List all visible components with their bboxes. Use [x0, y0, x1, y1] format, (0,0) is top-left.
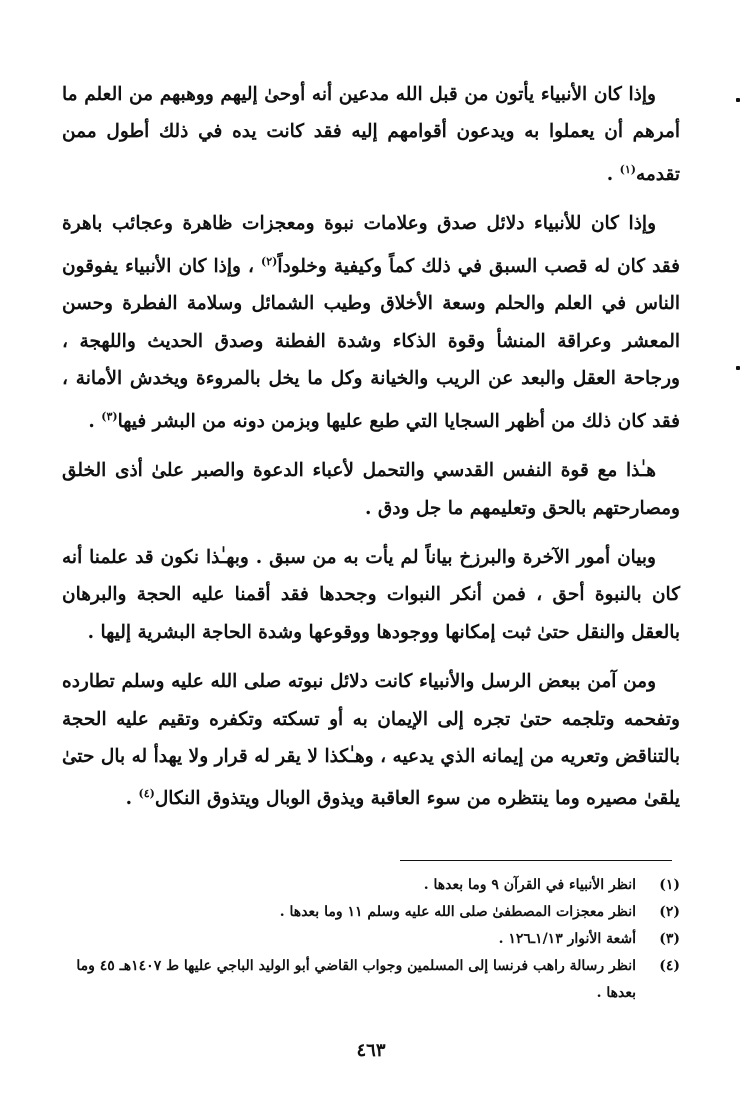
- margin-mark-top: [736, 98, 740, 102]
- footnote-4: (٤) انظر رسالة راهب فرنسا إلى المسلمين وجواب القاضي أبو الوليد الباجي عليها ط ١٤٠٧هـ ٤٥ وما بعدها .: [76, 958, 680, 1001]
- margin-mark-middle: [736, 366, 740, 370]
- page-number: ٤٦٣: [356, 1040, 386, 1061]
- paragraph-5: ومن آمن ببعض الرسل والأنبياء كانت دلائل نبوته صلى الله عليه وسلم تطارده وتفحمه وتلجمه حتىٰ تجره إلى الإيمان به أو تسكته وتكفره وتقيم عليه الحجة بالتناقض وتعريه من إيمانه الذي يدعيه ، وهـٰكذا لا يقر له قرار ولا يهدأ له بال حتىٰ يلقىٰ مصيره وما ينتظره من سوء العاقبة ويذوق الوبال ويتذوق النكال$^{(٤)}$ .: [62, 671, 680, 810]
- footnote-ref-2[interactable]: (٢): [261, 254, 278, 268]
- footnotes: [62, 872, 680, 1007]
- paragraph-4: وبيان أمور الآخرة والبرزخ بياناً لم يأت به من سبق . وبهـٰذا نكون قد علمنا أنه كان بالنبوة أحق ، فمن أنكر النبوات وجحدها فقد أقمنا عليه الحجة والبرهان بالعقل والنقل حتىٰ ثبت إمكانها ووجودها ووقوعها وشدة الحاجة البشرية إليها .: [62, 546, 680, 643]
- paragraph-3: هـٰذا مع قوة النفس القدسي والتحمل لأعباء الدعوة والصبر علىٰ أذى الخلق ومصارحتهم بالحق وتعليمهم ما جل ودق .: [62, 460, 680, 519]
- footnote-ref-4[interactable]: (٤): [138, 787, 155, 801]
- footnote-2: (٢) انظر معجزات المصطفىٰ صلى الله عليه وسلم ١١ وما بعدها .: [279, 904, 680, 920]
- body-text: [62, 76, 680, 818]
- footnote-3: (٣) أشعة الأنوار ١/١٣ـ١٢٦ .: [498, 931, 680, 947]
- footnote-1: (١) انظر الأنبياء في القرآن ٩ وما بعدها .: [423, 877, 680, 893]
- footnote-ref-1[interactable]: (١): [619, 162, 636, 176]
- paragraph-1: وإذا كان الأنبياء يأتون من قبل الله مدعين أنه أوحىٰ إليهم ووهبهم من العلم ما أمرهم أن يعملوا به ويدعون أقوامهم إليه فقد كانت يده في ذلك أطول ممن تقدمه$^{(١)}$ .: [62, 84, 680, 185]
- paragraph-2: وإذا كان للأنبياء دلائل صدق وعلامات نبوة ومعجزات ظاهرة وعجائب باهرة فقد كان له قصب السبق في ذلك كماً وكيفية وخلوداً$^{(٢)}$ ، وإذا كان الأنبياء يفوقون الناس في العلم والحلم وسعة الأخلاق وطيب الشمائل وسلامة الفطرة وحسن المعشر وعراقة المنشأ وقوة الذكاء وشدة الفطنة وصدق الحديث واللهجة ، ورجاحة العقل والبعد عن الريب والخيانة وكل ما يخل بالمروءة ويخدش الأمانة ، فقد كان ذلك من أظهر السجايا التي طبع عليها وبزمن دونه من البشر فيها$^{(٣)}$ .: [62, 213, 680, 432]
- footnote-divider: [400, 860, 672, 861]
- footnote-ref-3[interactable]: (٣): [101, 409, 118, 423]
